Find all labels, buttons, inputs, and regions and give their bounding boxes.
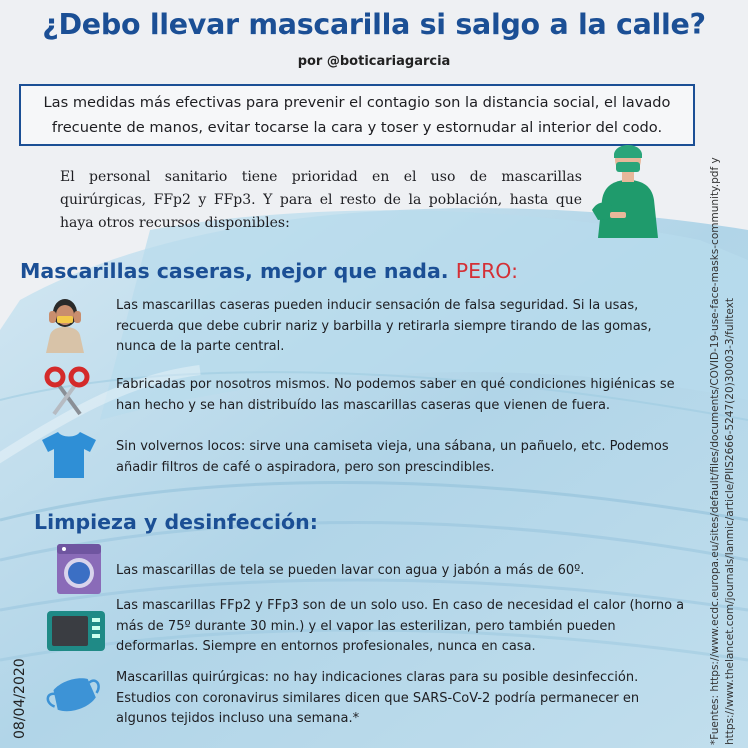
microwave-oven-icon: [46, 610, 106, 652]
t-shirt-icon: [40, 430, 98, 480]
priority-text: El personal sanitario tiene prioridad en el uso de mascarillas quirúrgicas, FFp2 y FFp3. Y para el resto de la población, hasta que haya otros recursos disponibles:: [60, 169, 582, 231]
surgical-mask-icon: [42, 670, 106, 720]
page-title: ¿Debo llevar mascarilla si salgo a la calle?: [42, 8, 706, 41]
intro-text: Las medidas más efectivas para prevenir el contagio son la distancia social, el lavado frecuente de manos, evitar tocarse la cara y toser y estornudar al interior del codo.: [43, 94, 671, 136]
list-item-false-security: Las mascarillas caseras pueden inducir sensación de falsa seguridad. Si la usas, recuerda que debe cubrir nariz y barbilla y retirarla siempre tirando de las gomas, nunca de la parte central.: [116, 298, 652, 354]
heading-text: Mascarillas caseras, mejor que nada.: [20, 259, 449, 283]
list-item-materials: Sin volvernos locos: sirve una camiseta vieja, una sábana, un pañuelo, etc. Podemos añadir filtros de café o aspiradora, pero son prescindibles.: [116, 439, 669, 475]
washing-machine-icon: [56, 543, 102, 595]
list-item-homemade-hygiene: Fabricadas por nosotros mismos. No podemos saber en qué condiciones higiénicas se han hecho y se han distribuído las mascarillas caseras que vienen de fuera.: [116, 377, 675, 413]
list-item-ffp-reuse: Las mascarillas FFp2 y FFp3 son de un solo uso. En caso de necesidad el calor (horno a más de 75º durante 30 min.) y el vapor las esterilizan, pero también pueden deformarlas. Siempre en entornos profesionales, nunca en casa.: [116, 598, 685, 654]
section-heading-cleaning: Limpieza y desinfección:: [34, 510, 318, 534]
list-item-surgical-disinfection: Mascarillas quirúrgicas: no hay indicaciones claras para su posible desinfección. Estudios con coronavirus similares dicen que SARS-CoV-2 podría permanecer en algunos tejidos incluso una semana.*: [116, 670, 640, 726]
byline: por @boticariagarcia: [297, 54, 451, 69]
intro-box: [19, 84, 695, 146]
publication-date: 08/04/2020: [12, 658, 28, 739]
health-worker-icon: [588, 138, 668, 238]
scissors-icon: [44, 366, 90, 416]
section-heading-homemade: [20, 259, 518, 283]
heading-emphasis: PERO:: [455, 259, 518, 283]
sources-line-1: *Fuentes: https://www.ecdc.europa.eu/sites/default/files/documents/COVID-19-use-face-masks-community.pdf y: [709, 157, 721, 745]
list-item-cloth-wash: Las mascarillas de tela se pueden lavar con agua y jabón a más de 60º.: [116, 563, 585, 578]
person-wearing-mask-icon: [44, 297, 86, 353]
sources-line-2: https://www.thelancet.com/journals/lanmic/article/PIIS2666-5247(20)30003-3/fulltext: [724, 297, 736, 745]
